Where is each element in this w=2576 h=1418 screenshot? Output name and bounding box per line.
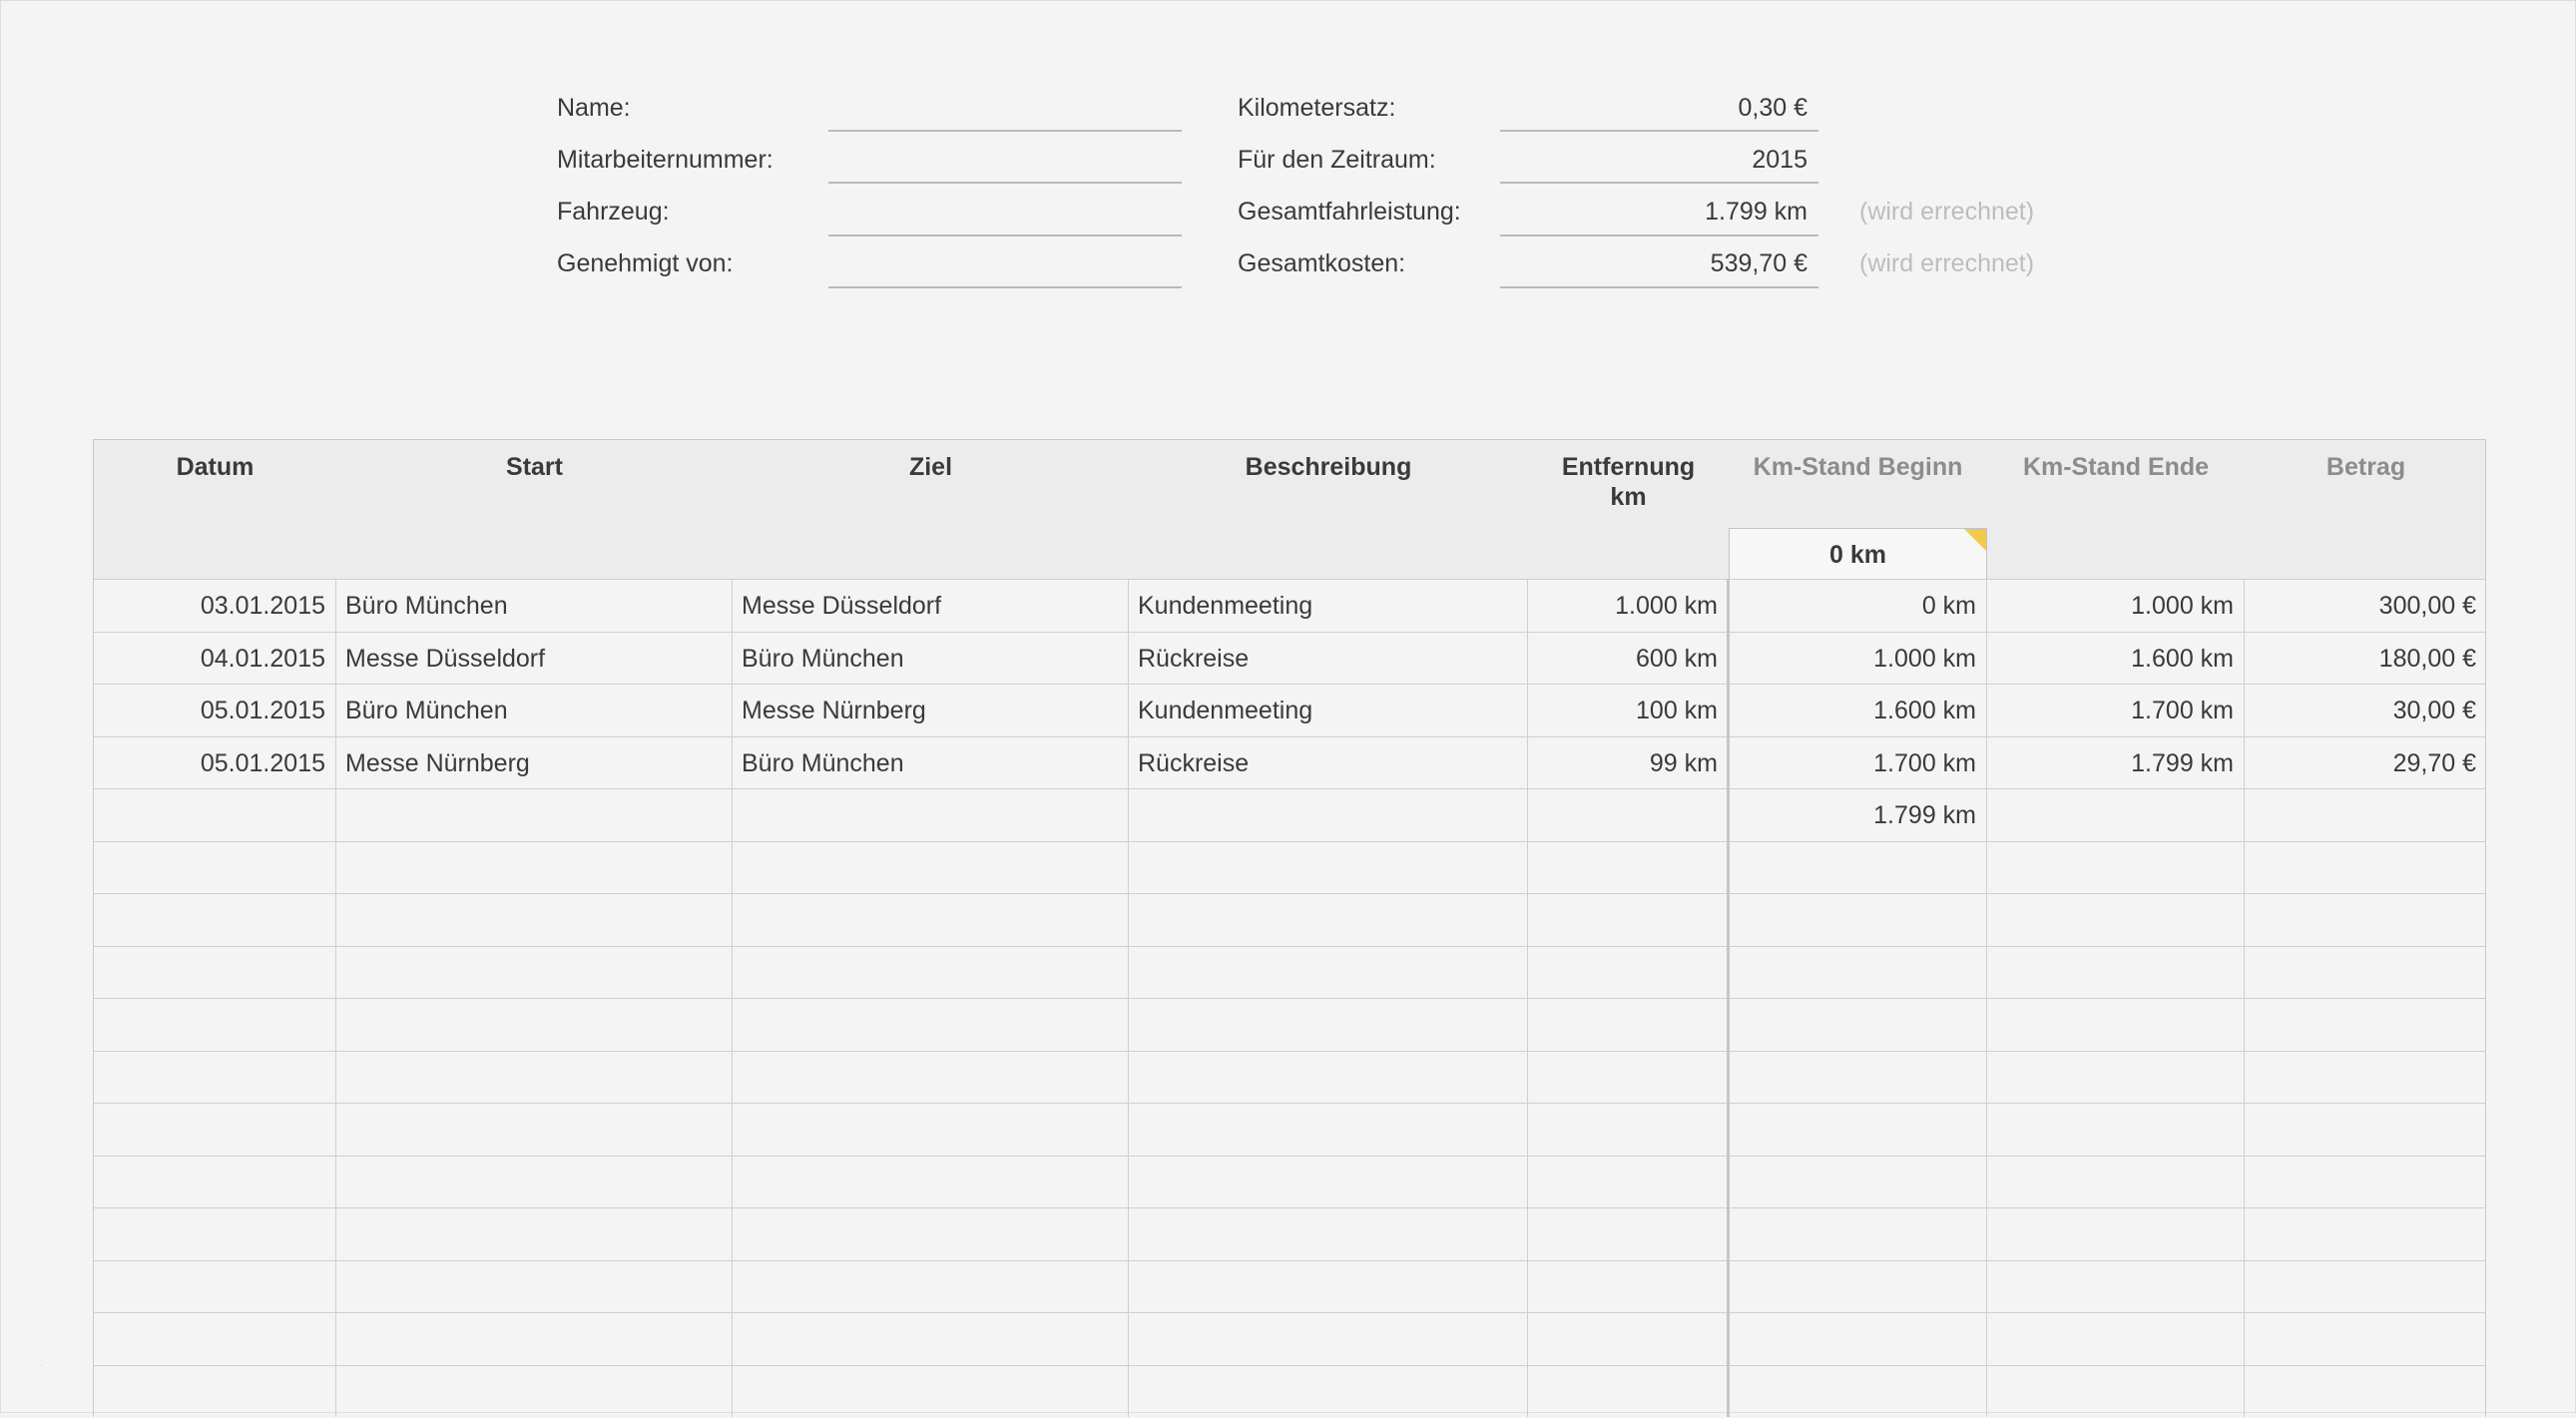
cell-date[interactable] [93, 894, 335, 946]
start-km-value: 0 km [1829, 541, 1886, 569]
total-distance-label: Gesamtfahrleistung: [1238, 198, 1461, 226]
cell-description[interactable] [1128, 1313, 1527, 1365]
table-row [93, 946, 2486, 999]
cell-date[interactable] [93, 1366, 335, 1418]
start-km-input[interactable] [1729, 528, 1987, 580]
table-row [93, 1260, 2486, 1313]
cell-km-start[interactable] [1728, 999, 1986, 1051]
column-divider [1128, 579, 1129, 1417]
cell-date[interactable]: 05.01.2015 [200, 697, 325, 724]
cell-description[interactable] [1128, 1052, 1527, 1104]
cell-km-start[interactable] [1728, 842, 1986, 894]
mileage-table [93, 439, 2486, 1417]
table-row [93, 1207, 2486, 1260]
cell-amount[interactable] [2244, 1208, 2486, 1260]
cell-distance[interactable] [1527, 1104, 1728, 1156]
cell-start[interactable] [335, 1104, 732, 1156]
table-row [93, 1365, 2486, 1418]
cell-destination[interactable] [732, 789, 1128, 841]
cell-destination[interactable] [732, 999, 1128, 1051]
cell-date[interactable]: 04.01.2015 [200, 644, 325, 673]
comment-indicator-icon [1964, 529, 1986, 551]
cell-amount[interactable] [2244, 894, 2486, 946]
cell-amount[interactable] [2244, 842, 2486, 894]
cell-start[interactable] [335, 842, 732, 894]
cell-description[interactable] [1128, 1104, 1527, 1156]
cell-km-start[interactable]: 0 km [1921, 592, 1976, 620]
cell-destination[interactable]: Büro München [742, 748, 904, 777]
table-row [93, 579, 2486, 632]
cell-destination[interactable] [732, 1052, 1128, 1104]
cell-start[interactable]: Büro München [345, 697, 508, 724]
cell-date[interactable] [93, 789, 335, 841]
cell-distance[interactable] [1527, 789, 1728, 841]
cell-km-start[interactable] [1728, 947, 1986, 999]
cell-start[interactable]: Messe Nürnberg [345, 748, 530, 777]
cell-km-end[interactable]: 1.000 km [2131, 592, 2234, 620]
column-divider [732, 579, 733, 1417]
cell-km-start[interactable] [1728, 1366, 1986, 1418]
km-rate-line [1500, 130, 1818, 132]
cell-km-end[interactable] [1986, 1208, 2244, 1260]
cell-date[interactable] [93, 1052, 335, 1104]
cell-destination[interactable] [732, 842, 1128, 894]
cell-destination[interactable] [732, 894, 1128, 946]
cell-distance[interactable] [1527, 842, 1728, 894]
cell-start[interactable] [335, 1313, 732, 1365]
cell-amount[interactable] [2244, 1052, 2486, 1104]
table-row [93, 1312, 2486, 1365]
header-amount: Betrag [2325, 453, 2406, 481]
cell-distance[interactable]: 1.000 km [1615, 592, 1718, 620]
cell-amount[interactable]: 29,70 € [2392, 748, 2476, 777]
cell-description[interactable] [1128, 1366, 1527, 1418]
watermark-mark: · [40, 1360, 43, 1370]
cell-km-end[interactable] [1986, 1104, 2244, 1156]
cell-description[interactable] [1128, 1157, 1527, 1208]
name-field-line [828, 130, 1182, 132]
cell-amount[interactable] [2244, 1261, 2486, 1313]
cell-km-start[interactable] [1728, 1313, 1986, 1365]
total-cost-label: Gesamtkosten: [1238, 249, 1406, 277]
cell-destination[interactable]: Messe Düsseldorf [742, 592, 942, 620]
table-row [93, 632, 2486, 685]
cell-description[interactable] [1128, 947, 1527, 999]
cell-amount[interactable] [2244, 1157, 2486, 1208]
cell-km-start[interactable] [1728, 1104, 1986, 1156]
km-rate-field[interactable]: 0,30 € [1738, 94, 1807, 122]
cell-distance[interactable]: 100 km [1636, 697, 1718, 724]
cell-description[interactable] [1128, 789, 1527, 841]
cell-destination[interactable] [732, 1261, 1128, 1313]
vehicle-label: Fahrzeug: [557, 198, 670, 226]
table-row [93, 998, 2486, 1051]
table-row [93, 684, 2486, 736]
cell-amount[interactable] [2244, 789, 2486, 841]
cell-km-start[interactable] [1728, 894, 1986, 946]
cell-description[interactable] [1128, 842, 1527, 894]
total-cost-hint: (wird errechnet) [1859, 249, 2035, 277]
vehicle-line [828, 235, 1182, 236]
table-header [93, 439, 2486, 579]
cell-km-start[interactable]: 1.700 km [1873, 748, 1976, 777]
cell-km-end[interactable] [1986, 842, 2244, 894]
cell-destination[interactable] [732, 947, 1128, 999]
table-row [93, 893, 2486, 946]
cell-destination[interactable] [732, 1313, 1128, 1365]
cell-km-end[interactable] [1986, 1313, 2244, 1365]
approved-by-label: Genehmigt von: [557, 249, 734, 277]
header-km-start: Km-Stand Beginn [1753, 453, 1963, 481]
cell-km-start[interactable] [1728, 1208, 1986, 1260]
cell-date[interactable] [93, 1208, 335, 1260]
cell-km-end[interactable]: 1.700 km [2131, 697, 2234, 724]
cell-amount[interactable]: 30,00 € [2392, 697, 2476, 724]
cell-km-end[interactable] [1986, 894, 2244, 946]
cell-distance[interactable]: 600 km [1636, 644, 1718, 673]
cell-start[interactable]: Messe Düsseldorf [345, 644, 546, 673]
cell-km-end[interactable] [1986, 789, 2244, 841]
cell-km-end[interactable] [1986, 1052, 2244, 1104]
cell-description[interactable] [1128, 999, 1527, 1051]
cell-description[interactable]: Kundenmeeting [1138, 592, 1313, 620]
cell-distance[interactable] [1527, 1261, 1728, 1313]
cell-km-start[interactable] [1728, 1157, 1986, 1208]
employee-number-line [828, 182, 1182, 184]
cell-km-start[interactable]: 1.799 km [1873, 801, 1976, 829]
cell-date[interactable] [93, 1313, 335, 1365]
cell-start[interactable] [335, 789, 732, 841]
cell-date[interactable]: 03.01.2015 [200, 592, 325, 620]
total-distance-hint: (wird errechnet) [1859, 198, 2035, 226]
cell-amount[interactable] [2244, 947, 2486, 999]
cell-km-end[interactable] [1986, 1261, 2244, 1313]
cell-amount[interactable]: 180,00 € [2378, 644, 2476, 673]
cell-start[interactable] [335, 1261, 732, 1313]
period-label: Für den Zeitraum: [1238, 146, 1436, 174]
cell-amount[interactable] [2244, 1313, 2486, 1365]
header-start: Start [506, 453, 563, 481]
cell-km-start[interactable]: 1.600 km [1873, 697, 1976, 724]
cell-description[interactable] [1128, 894, 1527, 946]
cell-start[interactable] [335, 1366, 732, 1418]
cell-start[interactable] [335, 1208, 732, 1260]
cell-date[interactable] [93, 999, 335, 1051]
cell-km-end[interactable] [1986, 947, 2244, 999]
cell-amount[interactable] [2244, 1366, 2486, 1418]
cell-distance[interactable] [1527, 1208, 1728, 1260]
period-field[interactable]: 2015 [1752, 146, 1807, 174]
cell-date[interactable] [93, 1157, 335, 1208]
period-line [1500, 182, 1818, 184]
column-divider [1527, 579, 1528, 1417]
cell-km-start[interactable]: 1.000 km [1873, 644, 1976, 673]
cell-start[interactable] [335, 947, 732, 999]
cell-distance[interactable] [1527, 894, 1728, 946]
cell-date[interactable] [93, 842, 335, 894]
cell-distance[interactable] [1527, 947, 1728, 999]
cell-km-end[interactable] [1986, 999, 2244, 1051]
header-km-end: Km-Stand Ende [2022, 453, 2210, 481]
cell-start[interactable] [335, 1157, 732, 1208]
table-edge [2485, 439, 2486, 1417]
cell-amount[interactable] [2244, 1104, 2486, 1156]
cell-km-end[interactable] [1986, 1157, 2244, 1208]
cell-destination[interactable] [732, 1208, 1128, 1260]
cell-date[interactable]: 05.01.2015 [200, 748, 325, 777]
table-row [93, 841, 2486, 894]
total-cost-line [1500, 286, 1818, 288]
approved-by-line [828, 286, 1182, 288]
cell-distance[interactable] [1527, 1366, 1728, 1418]
total-distance-line [1500, 235, 1818, 236]
employee-number-label: Mitarbeiternummer: [557, 146, 773, 174]
total-distance-field: 1.799 km [1705, 198, 1807, 226]
header-destination: Ziel [908, 453, 953, 481]
cell-km-start[interactable] [1728, 1261, 1986, 1313]
cell-destination[interactable]: Büro München [742, 644, 904, 673]
cell-date[interactable] [93, 947, 335, 999]
table-row [93, 1103, 2486, 1156]
header-date: Datum [176, 453, 255, 481]
column-divider [1986, 579, 1987, 1417]
header-description: Beschreibung [1245, 453, 1412, 481]
cell-distance[interactable] [1527, 1052, 1728, 1104]
cell-start[interactable] [335, 1052, 732, 1104]
header-distance: Entfernung km [1561, 453, 1696, 511]
cell-distance[interactable] [1527, 999, 1728, 1051]
cell-amount[interactable] [2244, 999, 2486, 1051]
cell-start[interactable]: Büro München [345, 592, 508, 620]
column-divider [335, 579, 336, 1417]
cell-destination[interactable] [732, 1104, 1128, 1156]
table-edge [93, 439, 94, 1417]
cell-description[interactable] [1128, 1208, 1527, 1260]
table-row [93, 736, 2486, 789]
cell-destination[interactable] [732, 1157, 1128, 1208]
cell-description[interactable]: Rückreise [1138, 748, 1250, 777]
total-cost-field: 539,70 € [1710, 249, 1807, 277]
cell-distance[interactable] [1527, 1157, 1728, 1208]
cell-distance[interactable] [1527, 1313, 1728, 1365]
cell-description[interactable] [1128, 1261, 1527, 1313]
cell-start[interactable] [335, 999, 732, 1051]
cell-description[interactable]: Kundenmeeting [1138, 697, 1313, 724]
cell-date[interactable] [93, 1104, 335, 1156]
table-row [93, 1156, 2486, 1208]
name-label: Name: [557, 94, 631, 122]
table-row [93, 1051, 2486, 1104]
column-divider-bold [1727, 579, 1730, 1417]
cell-km-start[interactable] [1728, 1052, 1986, 1104]
cell-description[interactable]: Rückreise [1138, 644, 1250, 673]
column-divider [2244, 579, 2245, 1417]
cell-km-end[interactable]: 1.600 km [2131, 644, 2234, 673]
cell-km-end[interactable]: 1.799 km [2131, 748, 2234, 777]
cell-start[interactable] [335, 894, 732, 946]
cell-date[interactable] [93, 1261, 335, 1313]
table-row [93, 788, 2486, 841]
cell-distance[interactable]: 99 km [1649, 748, 1718, 777]
cell-km-end[interactable] [1986, 1366, 2244, 1418]
table-body [93, 579, 2486, 1417]
cell-amount[interactable]: 300,00 € [2378, 592, 2476, 620]
km-rate-label: Kilometersatz: [1238, 94, 1396, 122]
cell-destination[interactable]: Messe Nürnberg [742, 697, 926, 724]
cell-destination[interactable] [732, 1366, 1128, 1418]
